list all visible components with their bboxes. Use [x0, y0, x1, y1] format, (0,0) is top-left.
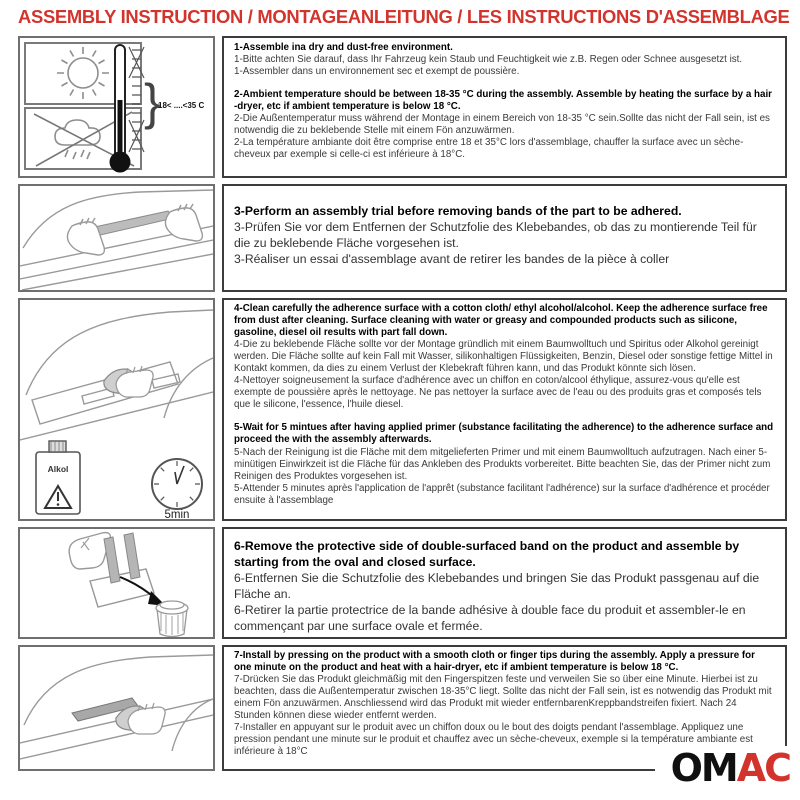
pressing-sketch: [20, 647, 213, 769]
instruction-7-en: 7-Install by pressing on the product with a smooth cloth or finger tips during the assembly. Apply a pressure for one minute on the product and heat with a hair-dryer, etc if ambient temperature is below 18 °C.: [234, 650, 755, 674]
trash-can-icon: [156, 601, 188, 637]
step-row-4: [18, 527, 787, 639]
protective-strip-1: [104, 537, 120, 583]
instruction-block-4: [234, 303, 775, 411]
range-brace: }: [144, 74, 161, 130]
step-row-2: [18, 184, 787, 292]
instruction-2-en: 2-Ambient temperature should be between 18-35 °C during the assembly. Assemble by heating the surface by a hair -dryer, etc if ambient temperature is below 18 °C.: [234, 89, 772, 113]
thermometer-icon: [110, 45, 205, 173]
sun-icon: [57, 47, 109, 99]
cleaning-illustration: [18, 298, 215, 521]
instruction-block-2: [234, 89, 775, 161]
trim-strip: [90, 211, 174, 236]
climate-illustration: [18, 36, 215, 178]
omac-logo-red-part: AC: [736, 746, 790, 790]
thermometer-range-label: 18< ....<35 C: [158, 101, 205, 110]
instruction-5-fr: 5-Attender 5 minutes après l'application de l'apprêt (substance facilitant l'adhérence) sur la surface d'adhérence et procéder ensuite à l'assemblage: [234, 482, 770, 506]
instruction-4-de: 4-Die zu beklebende Fläche sollte vor der Montage gründlich mit einem Baumwolltuch und Spiritus oder Alkohol gereinigt werden. Die Fläche sollte auf kein Fall mit Wasser, silikonhaltigen Flüssigkeiten, Benzin, Diesel oder sonstige fettige Mittel in Kontakt kommen, da dies zu einem Verlust der Klebekraft führen kann, und das Produkt könnte sich lösen.: [234, 339, 773, 375]
alcohol-bottle-icon: [36, 441, 80, 514]
instruction-block-5: [234, 422, 775, 506]
instruction-6-de: 6-Entfernen Sie die Schutzfolie des Klebebandes und bringen Sie das Produkt passgenau auf die Fläche an.: [234, 571, 760, 602]
alcohol-bottle-label: Alkol: [47, 464, 69, 474]
sill-part-outline: [90, 569, 154, 607]
step-row-1: [18, 36, 787, 178]
right-hand-icon: [165, 204, 202, 241]
page-title: ASSEMBLY INSTRUCTION / MONTAGEANLEITUNG / LES INSTRUCTIONS D'ASSEMBLAGE: [18, 6, 790, 27]
step-text-1: [222, 36, 787, 178]
discard-arrow-icon: [120, 577, 166, 606]
left-hand-icon: [67, 218, 104, 255]
instruction-7-de: 7-Drücken Sie das Produkt gleichmäßig mit den Fingerspitzen feste und verweilen Sie so über eine Minute. Hierbei ist zu beachten, dass die Außentemperatur zwischen 18-35°C liegt. Sollte das nicht der Fall sein, ist es notwendig das Produkt mit einem Fön anzuwärmen. Anschliessend wird das Produkt mit wieder entfernbarenKreppbandstreifen fixiert. Nach 24 Stunden können diese wieder entfernt werden.: [234, 674, 772, 722]
peeling-hand-icon: [69, 533, 110, 569]
instruction-block-3: [234, 203, 775, 267]
instruction-1-fr: 1-Assembler dans un environnement sec et exempt de poussière.: [234, 66, 520, 78]
instruction-block-6: [234, 538, 775, 635]
band-removal-sketch: [20, 529, 213, 637]
wiping-hand-icon: [104, 366, 153, 397]
step-text-2: [222, 184, 787, 292]
instruction-4-fr: 4-Nettoyer soigneusement la surface d'adhérence avec un chiffon en coton/alcool éthylique, assurez-vous qu'elle est exempte de poussière après le nettoyage. Ne pas nettoyer la surface avec de l'eau ou des produits gras et composés tels que le silicone, l'essence, l'huile diesel.: [234, 375, 762, 411]
car-sill-sketch: [20, 190, 213, 290]
instruction-3-en: 3-Perform an assembly trial before removing bands of the part to be adhered.: [234, 204, 682, 218]
timer-label: 5min: [164, 509, 190, 519]
instruction-1-en: 1-Assemble ina dry and dust-free environment.: [234, 42, 453, 53]
omac-logo: [655, 746, 790, 791]
protective-strip-2: [124, 533, 140, 579]
instruction-6-fr: 6-Retirer la partie protectrice de la bande adhésive à double face du produit et assembler-le en commençant par une surface ovale et fermée.: [234, 603, 746, 634]
instruction-3-fr: 3-Réaliser un essai d'assemblage avant de retirer les bandes de la pièce à coller: [234, 252, 670, 267]
omac-logo-black-part: OM: [670, 746, 737, 790]
trial-fit-illustration: [18, 184, 215, 292]
instruction-3-de: 3-Prüfen Sie vor dem Entfernen der Schutzfolie des Klebebandes, ob das zu montierende Teil für die zu beklebende Fläche vorgesehen ist.: [234, 220, 757, 251]
trial-fit-sketch: [20, 186, 213, 290]
instruction-7-fr: 7-Installer en appuyant sur le produit avec un chiffon doux ou le bout des doigts pendant l'assemblage. Appliquez une pression pendant une minute sur le produit et chauffez avec un sèche-cheveux, exemple si la température ambiante est inférieure à 18°C: [234, 722, 753, 758]
instruction-1-de: 1-Bitte achten Sie darauf, dass Ihr Fahrzeug kein Staub und Feuchtigkeit wie z.B. Regen oder Schnee ausgesetzt ist.: [234, 54, 743, 66]
pressing-illustration: [18, 645, 215, 771]
band-removal-illustration: [18, 527, 215, 639]
climate-icons: [20, 38, 213, 176]
instruction-block-7: [234, 650, 775, 758]
step-row-3: [18, 298, 787, 521]
cleaning-sketch: [20, 300, 213, 519]
instruction-4-en: 4-Clean carefully the adherence surface with a cotton cloth/ ethyl alcohol/alcohol. Keep the adherence surface free from dust after cleaning. Surface cleaning with water or greasy and compounded products such as silicone, gasoline, diesel oil results with part fall down.: [234, 303, 768, 339]
instruction-6-en: 6-Remove the protective side of double-surfaced band on the product and assemble by starting from the oval and closed surface.: [234, 539, 740, 570]
timer-icon: [152, 459, 202, 519]
instruction-5-de: 5-Nach der Reinigung ist die Fläche mit dem mitgelieferten Primer und mit einem Baumwolltuch aufzutragen. Nach einer 5-minütigen Einwirkzeit ist die Fläche für das Ankleben des Produkts vorbereitet. Bitte beachten Sie, das der Primer nicht zum Reinigen des Produktes vorgesehen ist.: [234, 446, 771, 482]
instruction-block-1: [234, 42, 775, 78]
step-text-3: [222, 298, 787, 521]
instruction-2-de: 2-Die Außentemperatur muss während der Montage in einem Bereich von 18-35 °C sein.Sollte das nicht der Fall sein, ist es notwendig die zu beklebende Stelle mit einem Fön anzuwärmen.: [234, 113, 770, 137]
step-text-4: [222, 527, 787, 639]
instruction-2-fr: 2-La température ambiante doit être comprise entre 18 et 35°C lors d'assemblage, chauffer la surface avec un sèche-cheveux par exemple si celle-ci est inférieure à 18°C.: [234, 137, 744, 161]
instruction-5-en: 5-Wait for 5 mintues after having applied primer (substance facilitating the adherence) to the adherence surface and proceed the with the assembly afterwards.: [234, 422, 774, 446]
